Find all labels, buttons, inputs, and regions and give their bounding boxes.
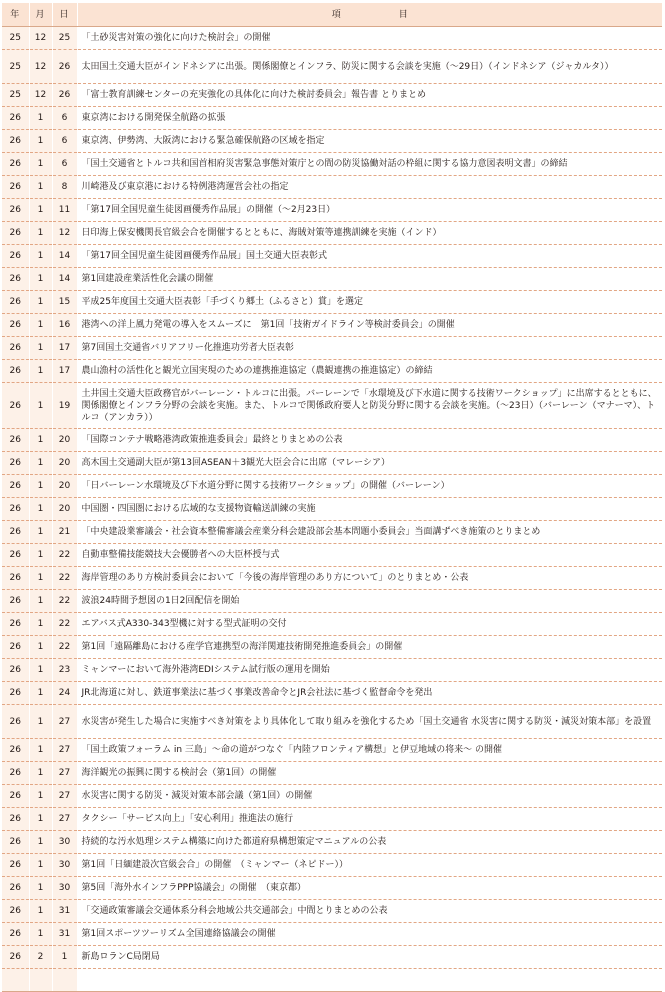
table-row bbox=[2, 337, 662, 360]
cell-day: 23 bbox=[52, 659, 77, 682]
table-row bbox=[2, 27, 662, 50]
cell-item: 「日バーレーン水環境及び下水道分野に関する技術ワークショップ」の開催（バーレーン） bbox=[77, 475, 662, 498]
cell-item: エアバス式A330-343型機に対する型式証明の交付 bbox=[77, 613, 662, 636]
cell-month: 1 bbox=[29, 739, 52, 762]
cell-year: 26 bbox=[2, 682, 29, 705]
table-row bbox=[2, 314, 662, 337]
cell-item: 「国土交通省とトルコ共和国首相府災害緊急事態対策庁との間の防災協働対話の枠組に関する協力意図表明文書」の締結 bbox=[77, 153, 662, 176]
table-row bbox=[2, 268, 662, 291]
table-row bbox=[2, 808, 662, 831]
cell-day: 30 bbox=[52, 877, 77, 900]
header-month: 月 bbox=[29, 3, 52, 27]
cell-year: 26 bbox=[2, 831, 29, 854]
cell-month: 1 bbox=[29, 785, 52, 808]
cell-month: 1 bbox=[29, 831, 52, 854]
cell-item: 東京湾における開発保全航路の拡張 bbox=[77, 107, 662, 130]
cell-month: 1 bbox=[29, 762, 52, 785]
table-row bbox=[2, 923, 662, 946]
cell-year: 26 bbox=[2, 590, 29, 613]
cell-day: 31 bbox=[52, 900, 77, 923]
table-row bbox=[2, 877, 662, 900]
header-item-char-1: 項 bbox=[331, 9, 341, 20]
cell-day: 17 bbox=[52, 360, 77, 383]
cell-item: 第5回「海外水インフラPPP協議会」の開催 （東京都） bbox=[77, 877, 662, 900]
cell-item: 太田国土交通大臣がインドネシアに出張。関係閣僚とインフラ、防災に関する会談を実施（〜29日）（インドネシア（ジャカルタ）） bbox=[77, 50, 662, 84]
header-day: 日 bbox=[52, 3, 77, 27]
cell-month: 2 bbox=[29, 946, 52, 969]
cell-month: 1 bbox=[29, 337, 52, 360]
cell-day: 24 bbox=[52, 682, 77, 705]
table-row bbox=[2, 739, 662, 762]
cell-year: 25 bbox=[2, 84, 29, 107]
cell-item: 持続的な汚水処理システム構築に向けた都道府県構想策定マニュアルの公表 bbox=[77, 831, 662, 854]
cell-day: 20 bbox=[52, 498, 77, 521]
cell-month: 1 bbox=[29, 521, 52, 544]
cell-item: 第1回「遠隔離島における産学官連携型の海洋関連技術開発推進委員会」の開催 bbox=[77, 636, 662, 659]
table-row bbox=[2, 199, 662, 222]
cell-item: 自動車整備技能競技大会優勝者への大臣杯授与式 bbox=[77, 544, 662, 567]
cell-year: 26 bbox=[2, 360, 29, 383]
cell-year: 26 bbox=[2, 383, 29, 429]
cell-month: 1 bbox=[29, 682, 52, 705]
cell-day: 27 bbox=[52, 808, 77, 831]
cell-month: 1 bbox=[29, 199, 52, 222]
header-item bbox=[77, 3, 662, 27]
table-row bbox=[2, 636, 662, 659]
cell-year: 26 bbox=[2, 498, 29, 521]
cell-year: 26 bbox=[2, 900, 29, 923]
cell-year: 26 bbox=[2, 705, 29, 739]
table-row bbox=[2, 291, 662, 314]
cell-day: 14 bbox=[52, 268, 77, 291]
table-row bbox=[2, 475, 662, 498]
cell-month: 1 bbox=[29, 900, 52, 923]
cell-month: 1 bbox=[29, 636, 52, 659]
cell-day: 17 bbox=[52, 337, 77, 360]
cell-year: 26 bbox=[2, 153, 29, 176]
table-header bbox=[2, 3, 662, 27]
cell-day: 11 bbox=[52, 199, 77, 222]
cell-day: 20 bbox=[52, 452, 77, 475]
table-row bbox=[2, 567, 662, 590]
cell-year: 26 bbox=[2, 544, 29, 567]
table-row bbox=[2, 452, 662, 475]
table-row bbox=[2, 590, 662, 613]
cell-year: 26 bbox=[2, 475, 29, 498]
table-row bbox=[2, 429, 662, 452]
cell-item: 「富士教育訓練センターの充実強化の具体化に向けた検討委員会」報告書 とりまとめ bbox=[77, 84, 662, 107]
cell-day: 6 bbox=[52, 130, 77, 153]
cell-year: 26 bbox=[2, 739, 29, 762]
cell-day: 16 bbox=[52, 314, 77, 337]
cell-item: 第7回国土交通省バリアフリー化推進功労者大臣表彰 bbox=[77, 337, 662, 360]
cell-item: 高木国土交通副大臣が第13回ASEAN＋3観光大臣会合に出席（マレーシア） bbox=[77, 452, 662, 475]
cell-item bbox=[77, 969, 662, 992]
table-row bbox=[2, 153, 662, 176]
table-row bbox=[2, 222, 662, 245]
cell-month: 1 bbox=[29, 923, 52, 946]
cell-item: 川崎港及び東京港における特例港湾運営会社の指定 bbox=[77, 176, 662, 199]
table-row bbox=[2, 107, 662, 130]
cell-month: 1 bbox=[29, 567, 52, 590]
cell-month: 1 bbox=[29, 854, 52, 877]
table-row bbox=[2, 84, 662, 107]
cell-day: 6 bbox=[52, 107, 77, 130]
cell-month bbox=[29, 969, 52, 992]
cell-month: 1 bbox=[29, 590, 52, 613]
cell-day: 31 bbox=[52, 923, 77, 946]
cell-year: 26 bbox=[2, 923, 29, 946]
cell-item: 「国際コンテナ戦略港湾政策推進委員会」最終とりまとめの公表 bbox=[77, 429, 662, 452]
cell-year: 26 bbox=[2, 613, 29, 636]
chronology-table bbox=[2, 3, 662, 992]
cell-item: 中国圏・四国圏における広域的な支援物資輸送訓練の実施 bbox=[77, 498, 662, 521]
cell-year: 26 bbox=[2, 854, 29, 877]
cell-year: 26 bbox=[2, 946, 29, 969]
cell-year: 26 bbox=[2, 567, 29, 590]
cell-month: 1 bbox=[29, 877, 52, 900]
header-year: 年 bbox=[2, 3, 29, 27]
cell-item: 「第17回全国児童生徒図画優秀作品展」国土交通大臣表彰式 bbox=[77, 245, 662, 268]
table-row bbox=[2, 130, 662, 153]
cell-month: 1 bbox=[29, 475, 52, 498]
cell-month: 1 bbox=[29, 153, 52, 176]
cell-item: タクシー「サービス向上」「安心利用」推進法の施行 bbox=[77, 808, 662, 831]
cell-day: 14 bbox=[52, 245, 77, 268]
cell-year: 26 bbox=[2, 521, 29, 544]
cell-item: JR北海道に対し、鉄道事業法に基づく事業改善命令とJR会社法に基づく監督命令を発出 bbox=[77, 682, 662, 705]
cell-month: 12 bbox=[29, 27, 52, 50]
cell-month: 1 bbox=[29, 314, 52, 337]
cell-year: 26 bbox=[2, 636, 29, 659]
cell-day: 19 bbox=[52, 383, 77, 429]
cell-item: 平成25年度国土交通大臣表彰「手づくり郷土（ふるさと）賞」を選定 bbox=[77, 291, 662, 314]
cell-month: 1 bbox=[29, 245, 52, 268]
cell-year: 26 bbox=[2, 762, 29, 785]
cell-month: 1 bbox=[29, 429, 52, 452]
cell-day: 15 bbox=[52, 291, 77, 314]
cell-year: 26 bbox=[2, 808, 29, 831]
cell-item: 日印海上保安機関長官級会合を開催するとともに、海賊対策等連携訓練を実施（インド） bbox=[77, 222, 662, 245]
cell-month: 1 bbox=[29, 383, 52, 429]
cell-day: 27 bbox=[52, 762, 77, 785]
table-row bbox=[2, 50, 662, 84]
table-row bbox=[2, 900, 662, 923]
cell-item: 農山漁村の活性化と観光立国実現のための連携推進協定（農観連携の推進協定）の締結 bbox=[77, 360, 662, 383]
cell-year: 26 bbox=[2, 268, 29, 291]
table-body bbox=[2, 27, 662, 992]
cell-year: 26 bbox=[2, 452, 29, 475]
cell-day: 21 bbox=[52, 521, 77, 544]
cell-day: 20 bbox=[52, 429, 77, 452]
cell-day: 12 bbox=[52, 222, 77, 245]
cell-year: 26 bbox=[2, 877, 29, 900]
cell-item: 海岸管理のあり方検討委員会において「今後の海岸管理のあり方について」のとりまとめ・公表 bbox=[77, 567, 662, 590]
cell-item: 第1回建設産業活性化会議の開催 bbox=[77, 268, 662, 291]
cell-item: 「第17回全国児童生徒図画優秀作品展」の開催（〜2月23日） bbox=[77, 199, 662, 222]
cell-day: 22 bbox=[52, 544, 77, 567]
cell-month: 12 bbox=[29, 50, 52, 84]
cell-day: 20 bbox=[52, 475, 77, 498]
cell-day: 30 bbox=[52, 854, 77, 877]
cell-year: 26 bbox=[2, 291, 29, 314]
cell-year: 26 bbox=[2, 245, 29, 268]
cell-item: 東京湾、伊勢湾、大阪湾における緊急確保航路の区域を指定 bbox=[77, 130, 662, 153]
cell-day: 30 bbox=[52, 831, 77, 854]
cell-month: 1 bbox=[29, 222, 52, 245]
cell-month: 1 bbox=[29, 360, 52, 383]
table-row bbox=[2, 682, 662, 705]
cell-month: 12 bbox=[29, 84, 52, 107]
cell-month: 1 bbox=[29, 659, 52, 682]
table-row bbox=[2, 521, 662, 544]
cell-day: 27 bbox=[52, 739, 77, 762]
cell-day: 22 bbox=[52, 636, 77, 659]
cell-month: 1 bbox=[29, 107, 52, 130]
cell-item: 第1回「日緬建設次官級会合」の開催 （ミャンマー（ネピドー）） bbox=[77, 854, 662, 877]
cell-item: 波浪24時間予想図の1日2回配信を開始 bbox=[77, 590, 662, 613]
cell-month: 1 bbox=[29, 452, 52, 475]
cell-year: 26 bbox=[2, 337, 29, 360]
cell-item: 「国土政策フォーラム in 三島」〜命の道がつなぐ「内陸フロンティア構想」と伊豆地域の将来〜 の開催 bbox=[77, 739, 662, 762]
cell-item: 「土砂災害対策の強化に向けた検討会」の開催 bbox=[77, 27, 662, 50]
cell-day: 27 bbox=[52, 785, 77, 808]
cell-item: 「中央建設業審議会・社会資本整備審議会産業分科会建設部会基本問題小委員会」当面講ずべき施策のとりまとめ bbox=[77, 521, 662, 544]
cell-item: 新島ロランC局閉局 bbox=[77, 946, 662, 969]
cell-year: 25 bbox=[2, 27, 29, 50]
cell-day: 6 bbox=[52, 153, 77, 176]
cell-year: 26 bbox=[2, 429, 29, 452]
cell-year: 25 bbox=[2, 50, 29, 84]
cell-month: 1 bbox=[29, 498, 52, 521]
cell-month: 1 bbox=[29, 808, 52, 831]
table-row bbox=[2, 946, 662, 969]
table-row bbox=[2, 498, 662, 521]
cell-month: 1 bbox=[29, 176, 52, 199]
table-row bbox=[2, 613, 662, 636]
table-row bbox=[2, 544, 662, 567]
table-row bbox=[2, 705, 662, 739]
cell-day: 26 bbox=[52, 84, 77, 107]
cell-day: 26 bbox=[52, 50, 77, 84]
cell-item: 「交通政策審議会交通体系分科会地域公共交通部会」中間とりまとめの公表 bbox=[77, 900, 662, 923]
cell-day: 8 bbox=[52, 176, 77, 199]
cell-year: 26 bbox=[2, 176, 29, 199]
cell-month: 1 bbox=[29, 268, 52, 291]
cell-month: 1 bbox=[29, 544, 52, 567]
cell-item: 土井国土交通大臣政務官がバーレーン・トルコに出張。バーレーンで「水環境及び下水道に関する技術ワークショップ」に出席するとともに、関係閣僚とインフラ分野の会談を実施。また、トルコで関係政府要人と防災分野に関する会談を実施。（〜23日）（バーレーン（マナーマ）、トルコ（アンカラ）） bbox=[77, 383, 662, 429]
cell-day: 22 bbox=[52, 590, 77, 613]
table-row bbox=[2, 831, 662, 854]
cell-day: 22 bbox=[52, 613, 77, 636]
cell-year: 26 bbox=[2, 785, 29, 808]
cell-month: 1 bbox=[29, 130, 52, 153]
cell-month: 1 bbox=[29, 705, 52, 739]
table-row bbox=[2, 383, 662, 429]
header-item-char-2: 目 bbox=[398, 9, 408, 20]
cell-item: 港湾への洋上風力発電の導入をスムーズに 第1回「技術ガイドライン等検討委員会」の開催 bbox=[77, 314, 662, 337]
cell-day: 27 bbox=[52, 705, 77, 739]
cell-day: 1 bbox=[52, 946, 77, 969]
table-row bbox=[2, 176, 662, 199]
cell-year: 26 bbox=[2, 107, 29, 130]
cell-day: 22 bbox=[52, 567, 77, 590]
cell-year bbox=[2, 969, 29, 992]
table-row bbox=[2, 854, 662, 877]
cell-month: 1 bbox=[29, 291, 52, 314]
cell-day: 25 bbox=[52, 27, 77, 50]
cell-item: 海洋観光の振興に関する検討会（第1回）の開催 bbox=[77, 762, 662, 785]
cell-item: 水災害が発生した場合に実施すべき対策をより具体化して取り組みを強化するため「国土交通省 水災害に関する防災・減災対策本部」を設置 bbox=[77, 705, 662, 739]
cell-day bbox=[52, 969, 77, 992]
cell-item: ミャンマーにおいて海外港湾EDIシステム試行版の運用を開始 bbox=[77, 659, 662, 682]
cell-item: 水災害に関する防災・減災対策本部会議（第1回）の開催 bbox=[77, 785, 662, 808]
table-row bbox=[2, 785, 662, 808]
cell-year: 26 bbox=[2, 222, 29, 245]
cell-year: 26 bbox=[2, 659, 29, 682]
table-row bbox=[2, 245, 662, 268]
table-row bbox=[2, 762, 662, 785]
table-row bbox=[2, 659, 662, 682]
cell-month: 1 bbox=[29, 613, 52, 636]
cell-year: 26 bbox=[2, 314, 29, 337]
cell-item: 第1回スポーツツーリズム全国連絡協議会の開催 bbox=[77, 923, 662, 946]
cell-year: 26 bbox=[2, 130, 29, 153]
table-row bbox=[2, 360, 662, 383]
table-row bbox=[2, 969, 662, 992]
cell-year: 26 bbox=[2, 199, 29, 222]
